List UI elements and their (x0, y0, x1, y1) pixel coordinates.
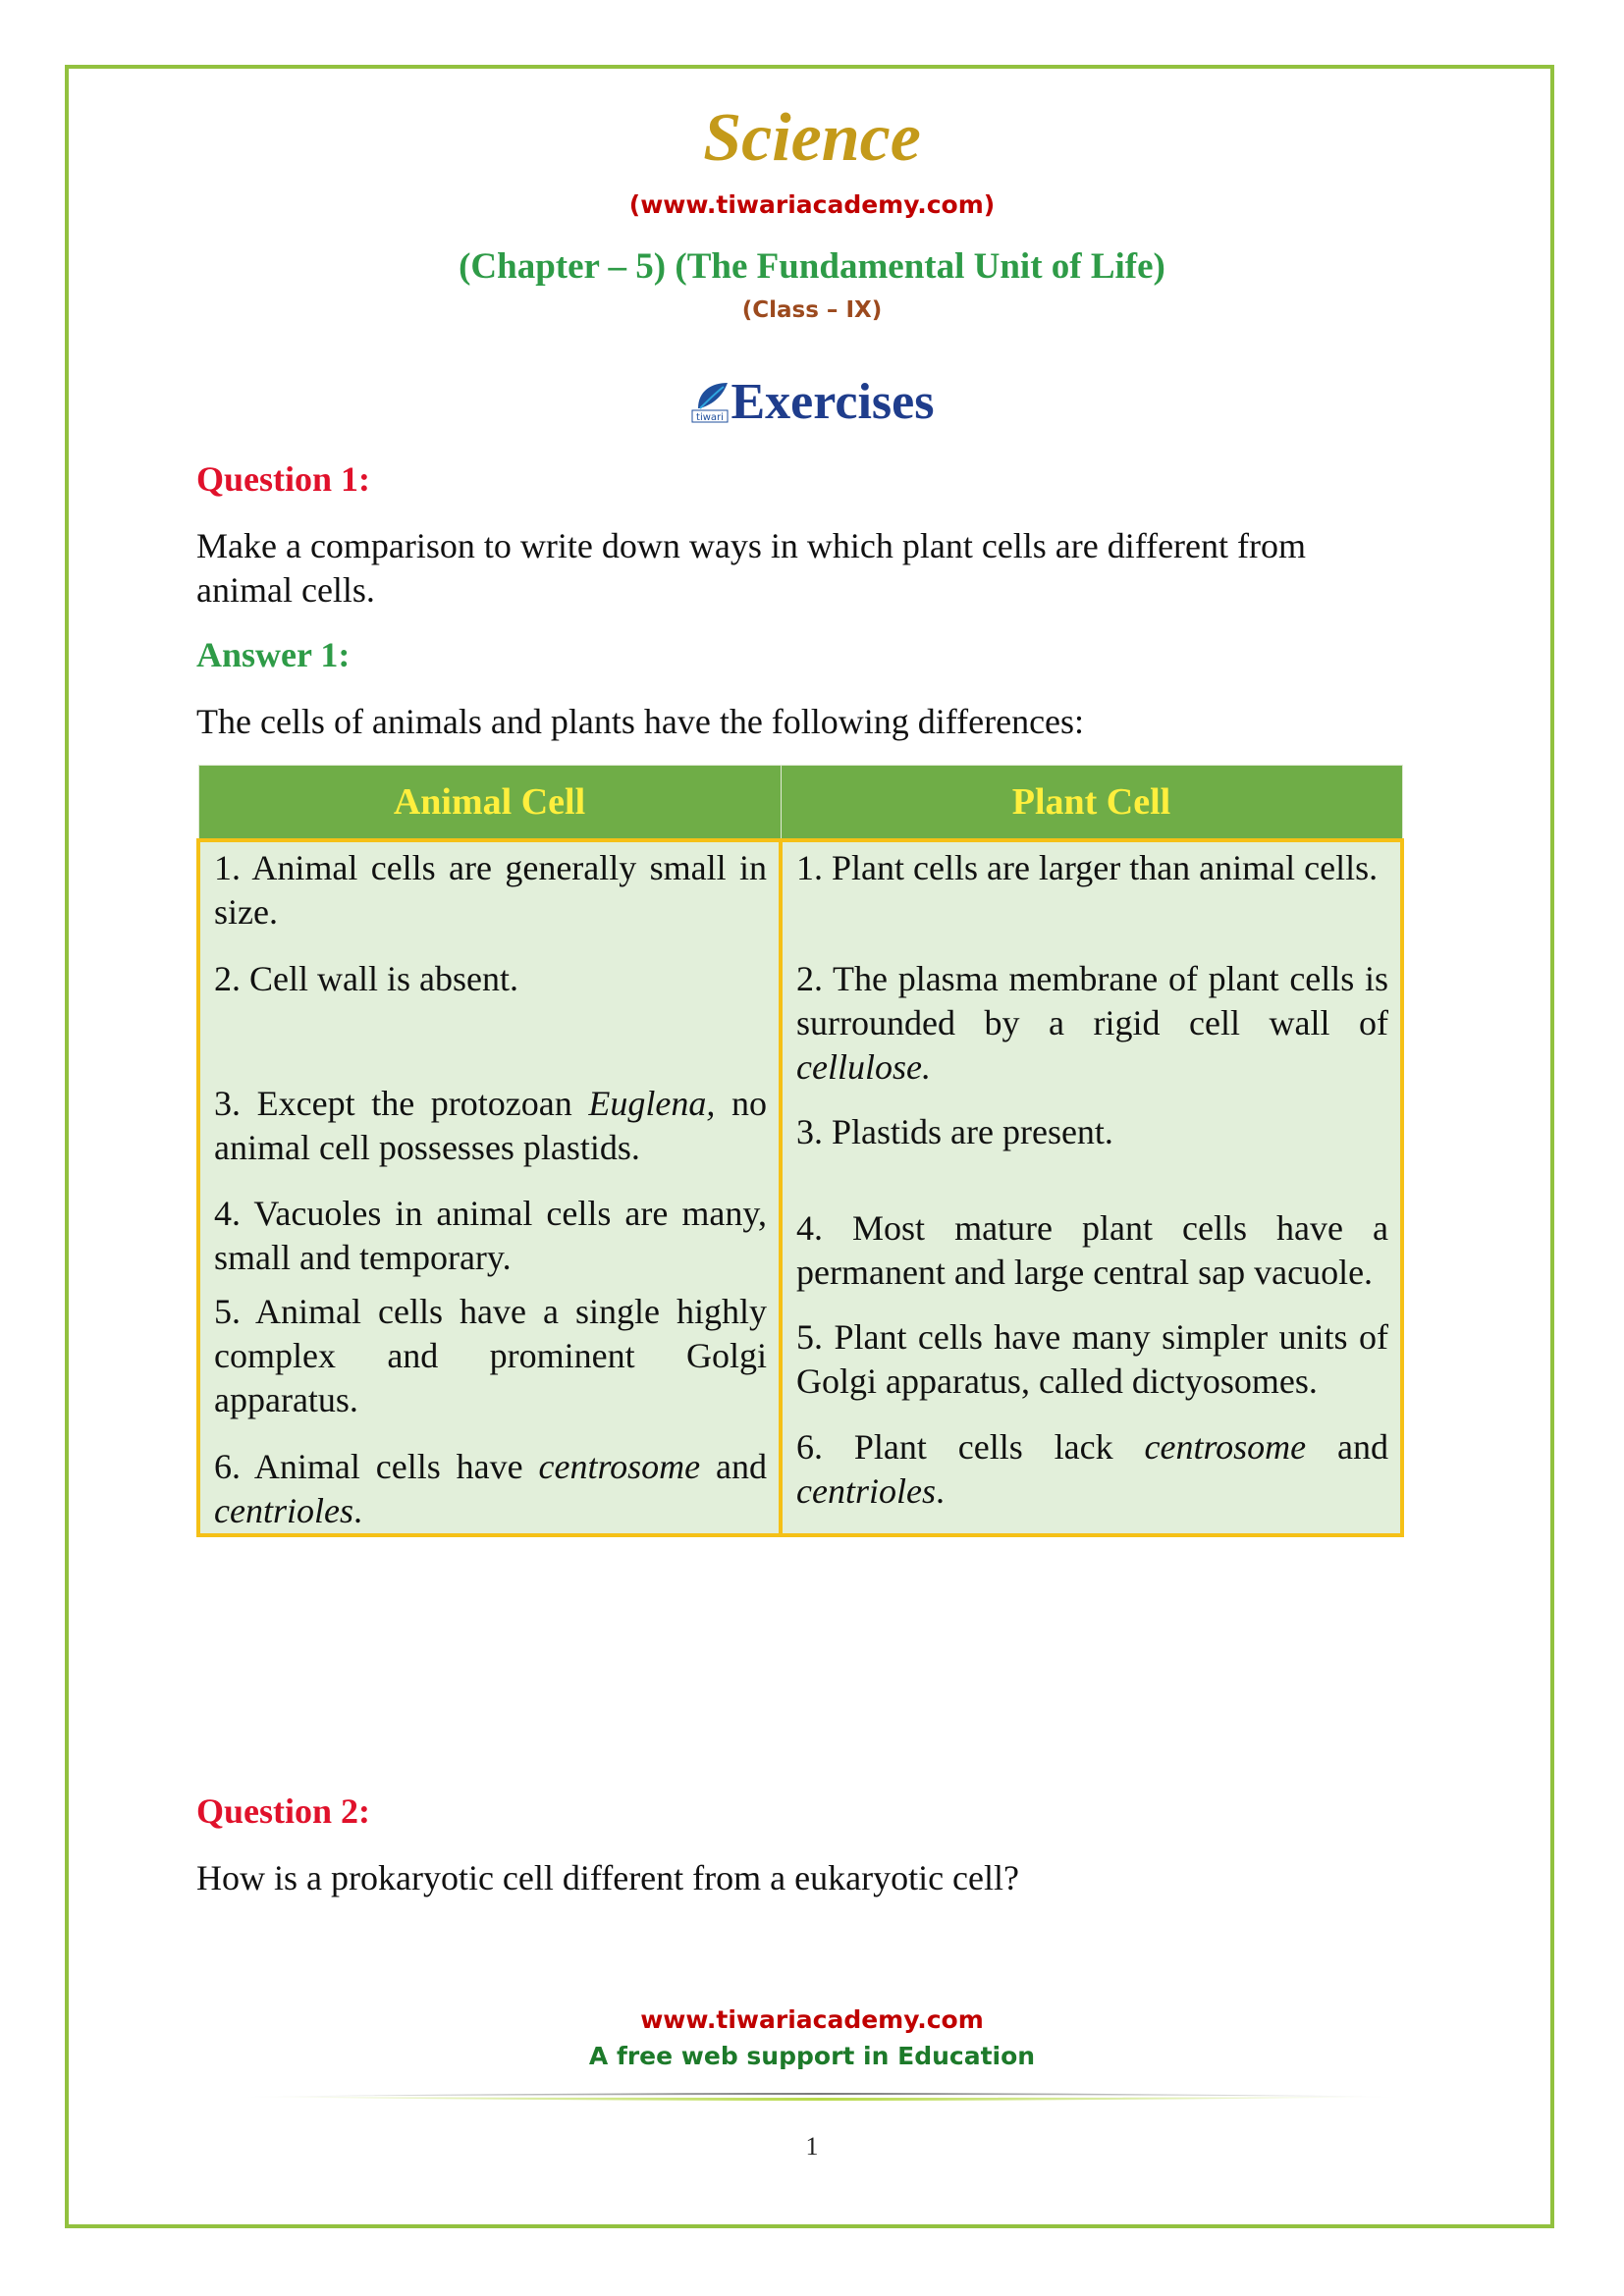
animal-item-5: 5. Animal cells have a single highly complex and prominent Golgi apparatus. (214, 1292, 767, 1419)
header-animal-cell: Animal Cell (198, 766, 781, 841)
question-2-label: Question 2: (196, 1791, 371, 1831)
comparison-table (196, 765, 1404, 1537)
section-title: Exercises (731, 374, 935, 430)
exercises-heading (0, 371, 1624, 452)
table-header-row (198, 766, 1402, 841)
plant-item-5: 5. Plant cells have many simpler units of Golgi apparatus, called dictyosomes. (796, 1317, 1388, 1401)
chapter-heading: (Chapter – 5) (The Fundamental Unit of Life) (459, 246, 1165, 287)
animal-item-3: 3. Except the protozoan Euglena, no animal cell possesses plastids. (214, 1084, 767, 1167)
tiwari-logo-icon (690, 379, 730, 424)
header-plant-cell: Plant Cell (781, 766, 1402, 841)
question-1-label: Question 1: (196, 459, 371, 499)
plant-item-2: 2. The plasma membrane of plant cells is surrounded by a rigid cell wall of cellulose. (796, 959, 1388, 1087)
answer-1-label: Answer 1: (196, 635, 351, 674)
answer-1-intro: The cells of animals and plants have the following differences: (196, 702, 1085, 741)
animal-item-4: 4. Vacuoles in animal cells are many, small and temporary. (214, 1194, 767, 1277)
plant-item-4: 4. Most mature plant cells have a permanent and large central sap vacuole. (796, 1208, 1388, 1292)
website-link[interactable]: (www.tiwariacademy.com) (628, 190, 996, 219)
page-number: 1 (805, 2132, 819, 2161)
animal-item-2: 2. Cell wall is absent. (214, 959, 518, 998)
animal-item-6: 6. Animal cells have centrosome and centrioles. (214, 1447, 767, 1530)
animal-item-1: 1. Animal cells are generally small in size. (214, 848, 767, 932)
svg-text:tiwari: tiwari (695, 412, 724, 423)
class-label: (Class – IX) (741, 297, 883, 323)
plant-cell-column (781, 840, 1402, 1535)
plant-item-1: 1. Plant cells are larger than animal cells. (796, 848, 1379, 887)
plant-item-6: 6. Plant cells lack centrosome and centrioles. (796, 1427, 1388, 1511)
footer-tagline: A free web support in Education (588, 2042, 1036, 2070)
plant-item-3: 3. Plastids are present. (796, 1112, 1113, 1151)
question-2-text: How is a prokaryotic cell different from a eukaryotic cell? (196, 1858, 1019, 1897)
footer-divider (236, 2089, 1404, 2105)
question-1-text: Make a comparison to write down ways in which plant cells are different from animal cells. (196, 526, 1306, 610)
page-title: Science (703, 100, 921, 176)
footer-website-link[interactable]: www.tiwariacademy.com (640, 2005, 984, 2034)
table-row (198, 840, 1402, 1535)
animal-cell-column (198, 840, 781, 1535)
